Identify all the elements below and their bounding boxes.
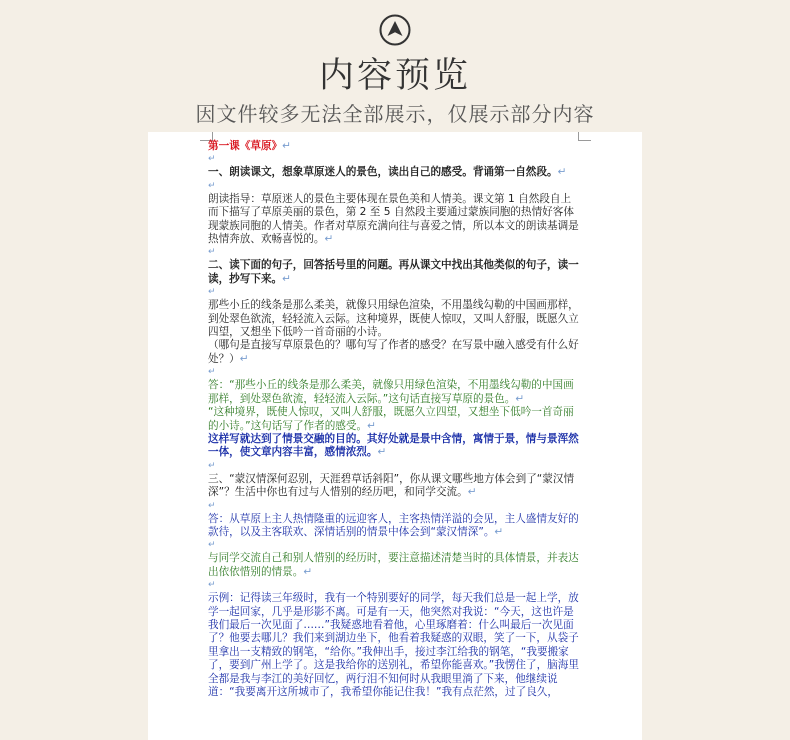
paragraph-mark: ↵ (208, 180, 216, 191)
lesson-title: 第一课《草原》↵ (208, 140, 292, 152)
paragraph-mark: ↵ (208, 580, 216, 591)
section2-answer-3: 这样写就达到了情景交融的目的。其好处就是景中含情，寓情于景，情与景浑然一体，使文章内容丰富，感情浓烈。↵ (208, 432, 579, 459)
document-preview (148, 132, 642, 740)
paragraph-mark: ↵ (208, 287, 216, 298)
page-subtitle: 因文件较多无法全部展示，仅展示部分内容 (195, 102, 595, 126)
document-content (208, 140, 580, 699)
paragraph-mark: ↵ (208, 540, 216, 551)
section3-heading: 三、“蒙汉情深何忍别，天涯碧草话斜阳”，你从课文哪些地方体会到了“蒙汉情深”？生活中你也有过与人惜别的经历吧，和同学交流。↵ (208, 472, 575, 499)
paragraph-mark: ↵ (208, 247, 216, 258)
section1-heading: 一、朗读课文，想象草原迷人的景色，读出自己的感受。背诵第一自然段。↵ (208, 166, 567, 179)
section3-answer: 答：从草原上主人热情隆重的远迎客人，主客热情洋溢的会见，主人盛情友好的款待，以及主客联欢、深情话别的情景中体会到“蒙汉情深”。↵ (208, 512, 579, 538)
section2-heading: 二、读下面的句子，回答括号里的问题。再从课文中找出其他类似的句子，读一读，抄写下来。↵ (208, 259, 579, 285)
paragraph-mark: ↵ (208, 500, 216, 511)
paragraph-mark: ↵ (208, 154, 216, 165)
section2-sentence: 那些小丘的线条是那么柔美，就像只用绿色渲染，不用墨线勾勒的中国画那样，到处翠色欲流，轻轻流入云际。这种境界，既使人惊叹，又叫人舒服，既愿久立四望，又想坐下低吟一首奇丽的小诗。 (208, 299, 579, 339)
section2-question: （哪句是直接写草原景色的？哪句写了作者的感受？在写景中融入感受有什么好处？）↵ (208, 339, 579, 365)
section2-answer-1: 答：“那些小丘的线条是那么柔美，就像只用绿色渲染，不用墨线勾勒的中国画那样，到处翠色欲流，轻轻流入云际。”这句话直接写草原的景色。↵ (208, 379, 574, 405)
page-title: 内容预览 (318, 56, 471, 96)
example-text: 示例：记得读三年级时，我有一个特别要好的同学，每天我们总是一起上学，放学一起回家，几乎是形影不离。可是有一天，他突然对我说：“今天，这也许是我们最后一次见面了……”我疑惑地看着他，心里琢磨着：什么叫最后一次见面了？他要去哪儿？我们来到湖边坐下，他看着我疑惑的双眼，笑了一下，从袋子里拿出一支精致的钢笔，“给你。”我伸出手，接过李江给我的钢笔，“我要搬家了，要到广州上学了。这是我给你的送别礼，希望你能喜欢。”我愣住了，脑海里全都是我与李江的美好回忆，两行泪不知何时从我眼里淌了下来，他继续说道：“我要离开这所城市了，我希望你能记住我！”我有点茫然，过了良久， (208, 592, 579, 698)
up-arrow-circle-icon (379, 14, 411, 46)
reading-guide: 朗读指导：草原迷人的景色主要体现在景色美和人情美。课文第 1 自然段自上而下描写了草原美丽的景色，第 2 至 5 自然段主要通过蒙族同胞的热情好客体现蒙族同胞的人情美。作者对草原充满向往与喜爱之情，所以本文的朗读基调是热情奔放、欢畅喜悦的。↵ (208, 192, 579, 246)
section2-answer-2: “这种境界，既使人惊叹，又叫人舒服，既愿久立四望，又想坐下低吟一首奇丽的小诗。”这句话写了作者的感受。↵ (208, 406, 574, 432)
section3-tip: 与同学交流自己和别人惜别的经历时，要注意描述清楚当时的具体情景，并表达出依依惜别的情景。↵ (208, 552, 579, 578)
paragraph-mark: ↵ (208, 367, 216, 378)
paragraph-mark: ↵ (208, 460, 216, 471)
